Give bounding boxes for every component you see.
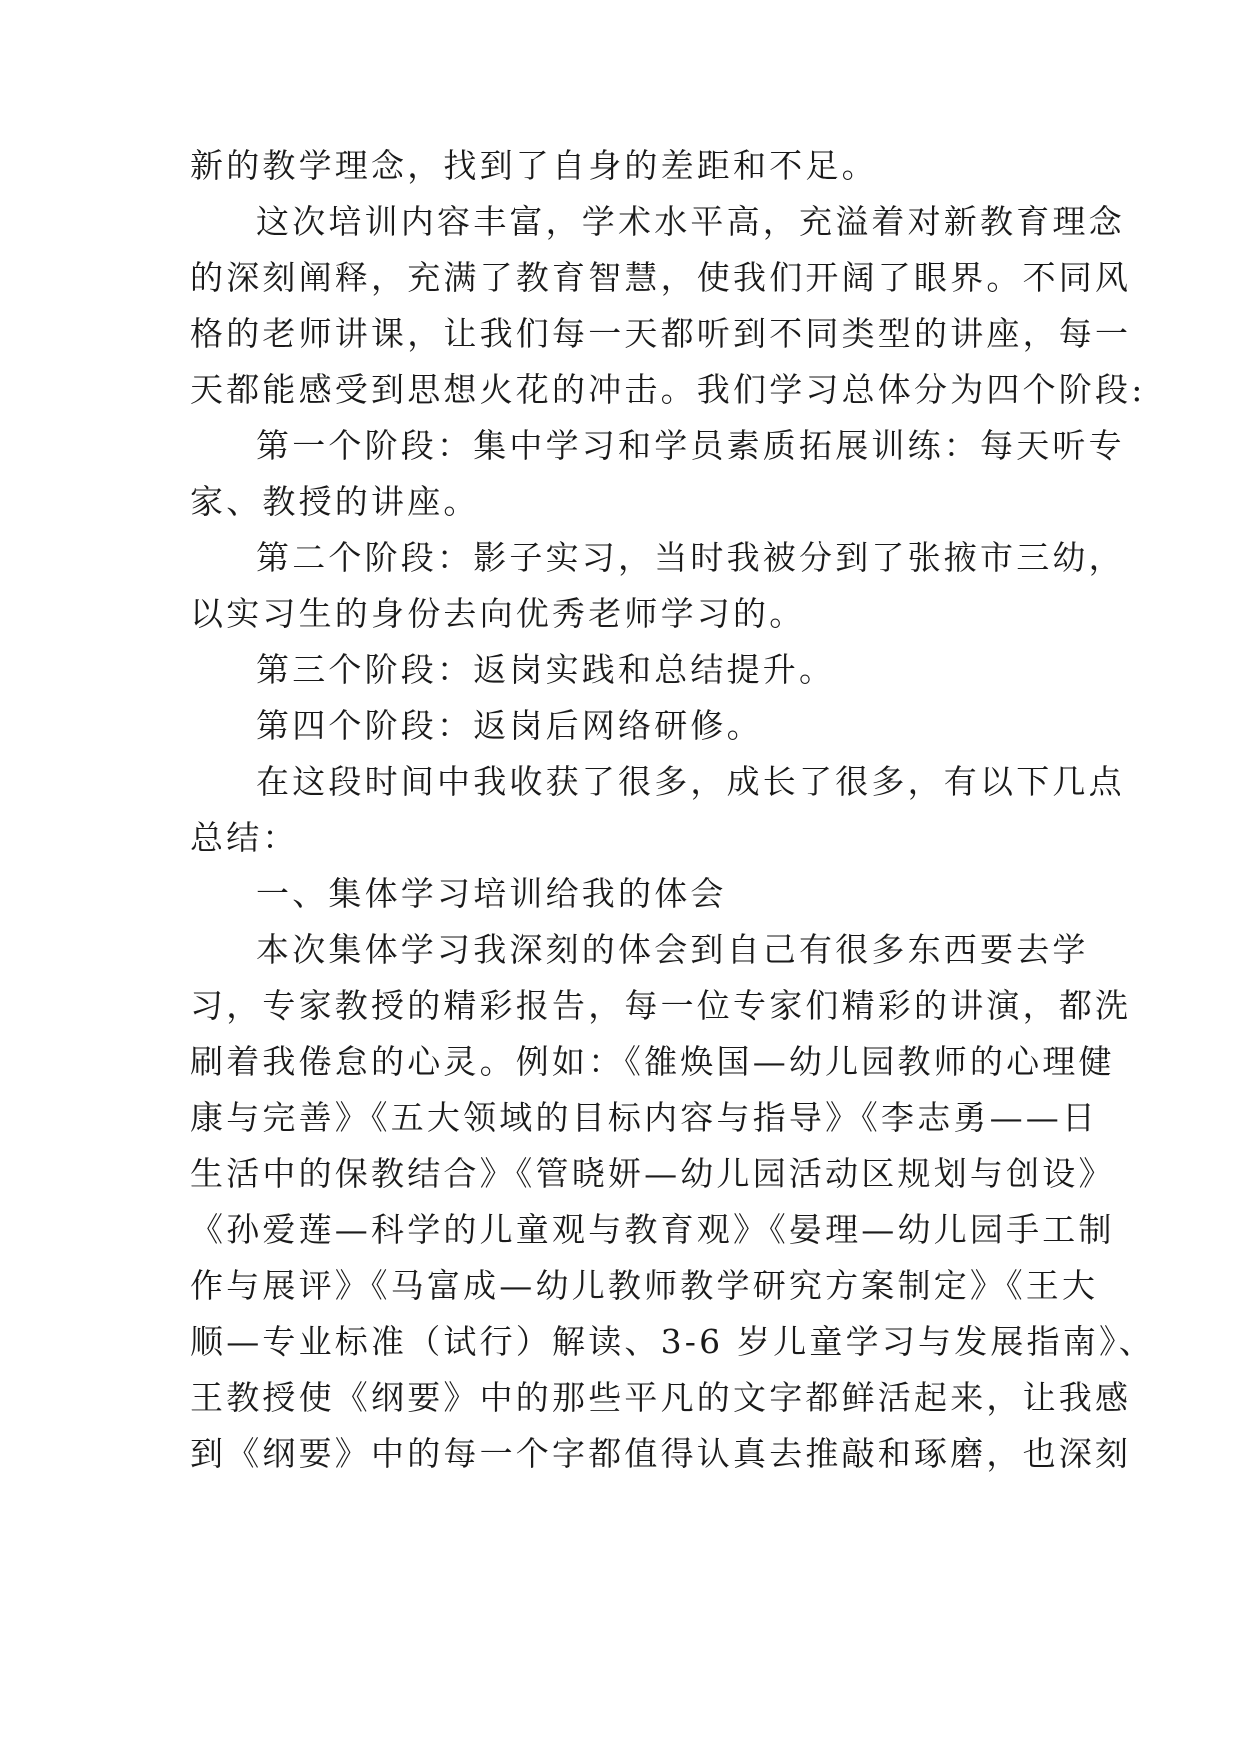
stage-three-line: 第三个阶段：返岗实践和总结提升。 [256,650,836,689]
stage-four-line: 第四个阶段：返岗后网络研修。 [256,706,763,745]
text-line: 作与展评》《马富成—幼儿教师教学研究方案制定》《王大 [190,1266,1099,1305]
text-line: 家、教授的讲座。 [190,482,480,521]
text-line: 的深刻阐释，充满了教育智慧，使我们开阔了眼界。不同风 [190,258,1132,297]
section-heading: 一、集体学习培训给我的体会 [256,874,727,913]
stage-one-line: 第一个阶段：集中学习和学员素质拓展训练：每天听专 [256,426,1125,465]
text-line: 康与完善》《五大领域的目标内容与指导》《李志勇——日 [190,1098,1099,1137]
text-line: 总结： [190,818,299,857]
text-line: 习，专家教授的精彩报告，每一位专家们精彩的讲演，都洗 [190,986,1132,1025]
text-line: 新的教学理念，找到了自身的差距和不足。 [190,146,878,185]
text-line: 到《纲要》中的每一个字都值得认真去推敲和琢磨，也深刻 [190,1434,1132,1473]
text-line: 《孙爱莲—科学的儿童观与教育观》《晏理—幼儿园手工制 [190,1210,1115,1249]
paragraph-first-line: 在这段时间中我收获了很多，成长了很多，有以下几点 [256,762,1125,801]
text-line: 刷着我倦怠的心灵。例如：《雒焕国—幼儿园教师的心理健 [190,1042,1115,1081]
text-line: 顺—专业标准（试行）解读、3-6 岁儿童学习与发展指南》、 [190,1322,1155,1361]
paragraph-first-line: 这次培训内容丰富，学术水平高，充溢着对新教育理念 [256,202,1125,241]
paragraph-first-line: 本次集体学习我深刻的体会到自己有很多东西要去学 [256,930,1089,969]
text-line: 生活中的保教结合》《管晓妍—幼儿园活动区规划与创设》 [190,1154,1115,1193]
text-line: 王教授使《纲要》中的那些平凡的文字都鲜活起来，让我感 [190,1378,1132,1417]
text-line: 以实习生的身份去向优秀老师学习的。 [190,594,806,633]
text-line: 天都能感受到思想火花的冲击。我们学习总体分为四个阶段: [190,370,1146,409]
stage-two-line: 第二个阶段：影子实习，当时我被分到了张掖市三幼， [256,538,1125,577]
text-line: 格的老师讲课，让我们每一天都听到不同类型的讲座，每一 [190,314,1132,353]
